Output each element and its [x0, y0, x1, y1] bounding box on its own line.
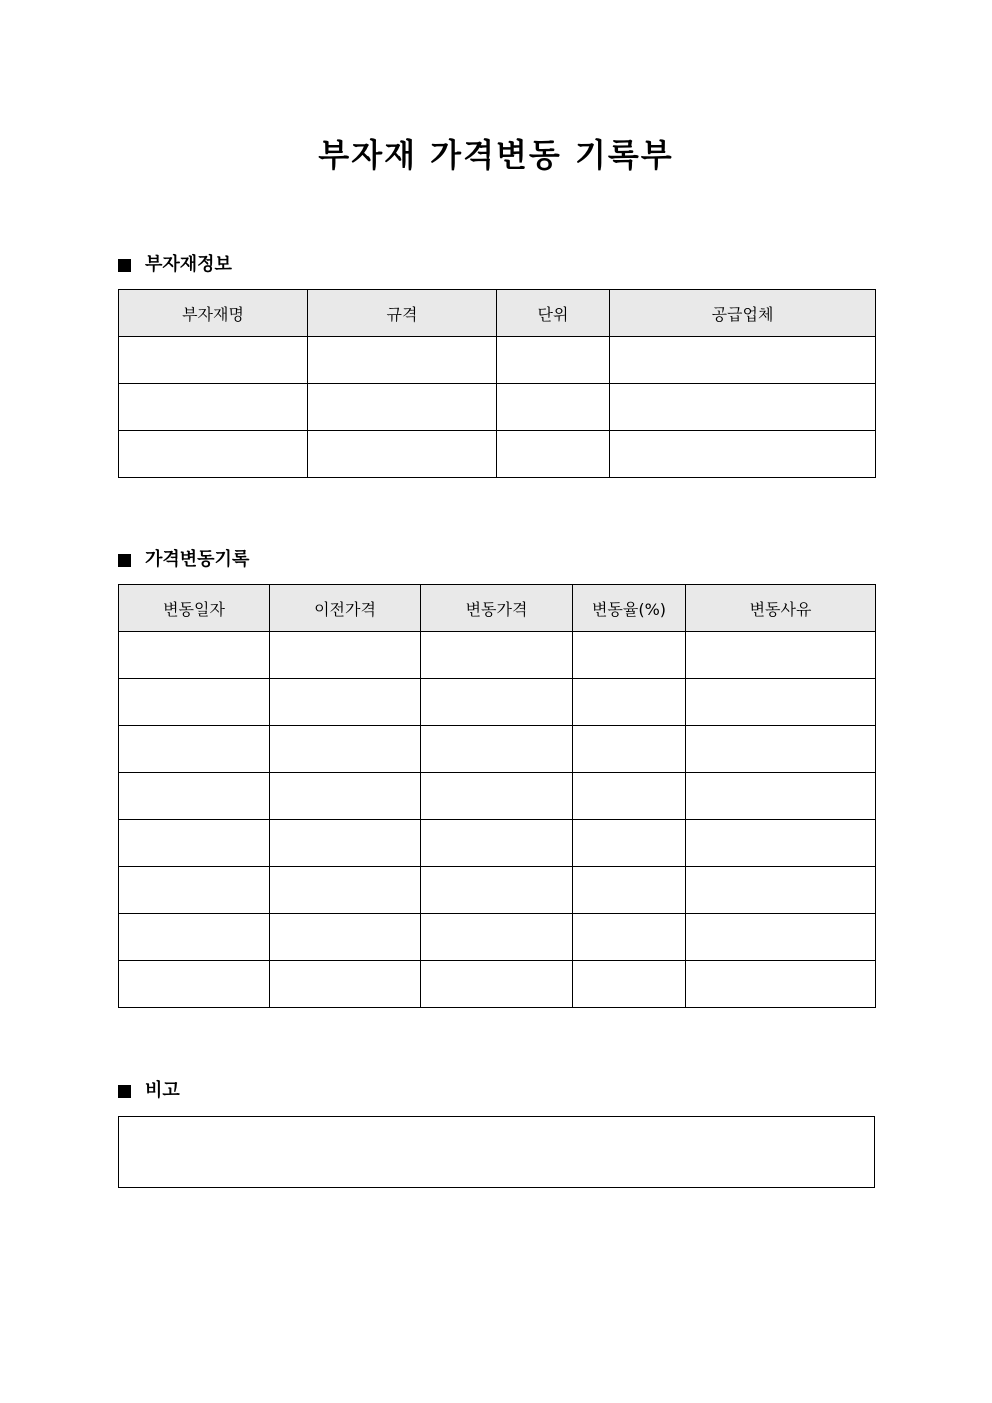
table-cell[interactable] [308, 384, 497, 431]
table-cell[interactable] [686, 773, 876, 820]
table-cell[interactable] [610, 384, 876, 431]
table-row [119, 726, 876, 773]
table-cell[interactable] [308, 431, 497, 478]
table-cell[interactable] [421, 914, 573, 961]
section-heading-info [118, 252, 232, 278]
table-cell[interactable] [119, 337, 308, 384]
section-heading-label: 가격변동기록 [145, 549, 250, 570]
header-cell-unit: 단위 [497, 290, 610, 337]
table-cell[interactable] [686, 961, 876, 1008]
table-cell[interactable] [573, 867, 686, 914]
table-cell[interactable] [421, 632, 573, 679]
table-cell[interactable] [270, 632, 421, 679]
table-cell[interactable] [497, 337, 610, 384]
section-heading-label: 부자재정보 [145, 254, 232, 275]
table-cell[interactable] [573, 961, 686, 1008]
table-cell[interactable] [573, 632, 686, 679]
table-row [119, 914, 876, 961]
table-cell[interactable] [119, 431, 308, 478]
header-cell-change-rate: 변동율(%) [573, 585, 686, 632]
table-cell[interactable] [308, 337, 497, 384]
table-cell[interactable] [119, 384, 308, 431]
table-cell[interactable] [573, 679, 686, 726]
table-cell[interactable] [119, 726, 270, 773]
table-cell[interactable] [610, 431, 876, 478]
table-cell[interactable] [270, 867, 421, 914]
table-cell[interactable] [421, 820, 573, 867]
table-cell[interactable] [686, 726, 876, 773]
table-row [119, 431, 876, 478]
table-cell[interactable] [686, 679, 876, 726]
table-cell[interactable] [119, 679, 270, 726]
table-cell[interactable] [497, 384, 610, 431]
table-cell[interactable] [119, 632, 270, 679]
header-cell-previous-price: 이전가격 [270, 585, 421, 632]
price-change-record-table [118, 584, 876, 1008]
table-row [119, 961, 876, 1008]
table-cell[interactable] [119, 914, 270, 961]
table-cell[interactable] [270, 820, 421, 867]
table-cell[interactable] [270, 914, 421, 961]
square-bullet-icon [118, 259, 131, 272]
table-cell[interactable] [270, 773, 421, 820]
table-cell[interactable] [119, 820, 270, 867]
table-cell[interactable] [270, 679, 421, 726]
table-cell[interactable] [497, 431, 610, 478]
header-cell-supplier: 공급업체 [610, 290, 876, 337]
table-cell[interactable] [610, 337, 876, 384]
table-cell[interactable] [119, 961, 270, 1008]
section-heading-record [118, 547, 249, 573]
table-row [119, 337, 876, 384]
table-cell[interactable] [119, 773, 270, 820]
table-cell[interactable] [421, 773, 573, 820]
table-cell[interactable] [119, 867, 270, 914]
section-heading-label: 비고 [145, 1080, 180, 1101]
table-row [119, 384, 876, 431]
table-cell[interactable] [421, 961, 573, 1008]
header-cell-changed-price: 변동가격 [421, 585, 573, 632]
table-row [119, 679, 876, 726]
section-heading-remarks [118, 1078, 180, 1104]
table-cell[interactable] [686, 914, 876, 961]
table-cell[interactable] [270, 726, 421, 773]
header-cell-spec: 규격 [308, 290, 497, 337]
remarks-box[interactable] [118, 1116, 875, 1188]
table-row [119, 632, 876, 679]
table-cell[interactable] [573, 726, 686, 773]
header-cell-material-name: 부자재명 [119, 290, 308, 337]
table-cell[interactable] [421, 679, 573, 726]
square-bullet-icon [118, 554, 131, 567]
table-cell[interactable] [421, 867, 573, 914]
table-cell[interactable] [686, 632, 876, 679]
table-row [119, 867, 876, 914]
table-cell[interactable] [573, 820, 686, 867]
table-row [119, 773, 876, 820]
square-bullet-icon [118, 1085, 131, 1098]
table-cell[interactable] [573, 914, 686, 961]
table-cell[interactable] [573, 773, 686, 820]
material-info-table [118, 289, 876, 478]
header-cell-change-reason: 변동사유 [686, 585, 876, 632]
table-cell[interactable] [686, 867, 876, 914]
table-cell[interactable] [270, 961, 421, 1008]
page-title: 부자재 가격변동 기록부 [318, 136, 674, 174]
table-cell[interactable] [686, 820, 876, 867]
header-cell-change-date: 변동일자 [119, 585, 270, 632]
table-cell[interactable] [421, 726, 573, 773]
table-header-row [119, 290, 876, 337]
table-header-row [119, 585, 876, 632]
table-row [119, 820, 876, 867]
